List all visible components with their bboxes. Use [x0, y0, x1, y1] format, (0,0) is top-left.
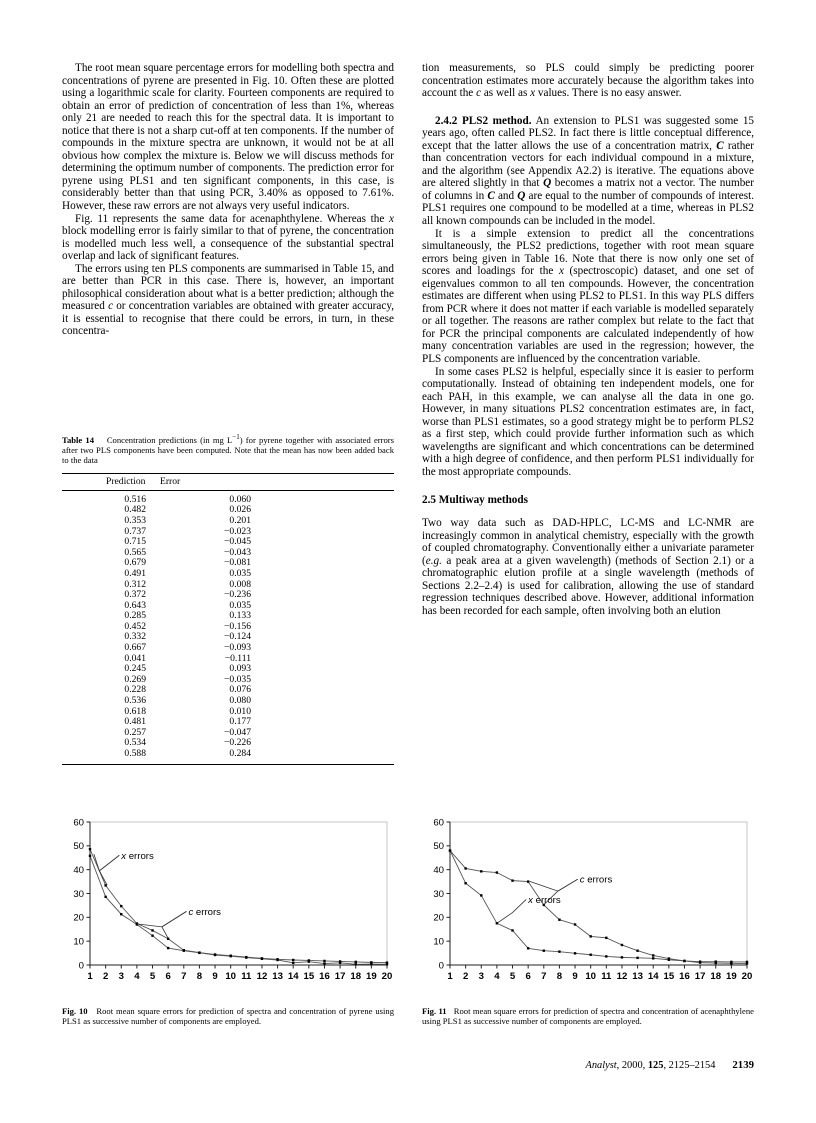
x-tick-label: 8 — [556, 971, 563, 982]
data-point — [229, 955, 231, 957]
cell-spacer — [251, 516, 394, 527]
cell-error: −0.226 — [224, 737, 251, 749]
data-point — [558, 919, 560, 921]
x-tick-label: 15 — [663, 971, 675, 982]
cell-prediction: 0.312 — [124, 578, 146, 590]
x-tick-label: 14 — [647, 971, 659, 982]
cell-prediction: 0.353 — [124, 514, 146, 526]
annotation-label: c errors — [188, 906, 221, 918]
data-point — [198, 952, 200, 954]
x-tick-label: 17 — [694, 971, 706, 982]
data-point — [480, 894, 482, 896]
cell-prediction: 0.285 — [124, 610, 146, 622]
paragraph: The errors using ten PLS components are summarised in Table 15, and are better than PCR in this case. There is, however, an important philosophical consideration about what is a better prediction; although the measured c or concentration variables are obtained with greater accuracy, it is essential to recognise that there could be errors, in turn, in these concentra- — [62, 262, 394, 338]
table14-body — [62, 490, 394, 763]
x-tick-label: 3 — [478, 971, 484, 982]
cell-spacer — [251, 505, 394, 516]
cell-spacer — [251, 558, 394, 569]
cell-error: 0.076 — [229, 684, 251, 696]
table-row — [62, 738, 394, 749]
x-tick-label: 20 — [741, 971, 753, 982]
cell-spacer — [251, 537, 394, 548]
cell-error: −0.156 — [224, 620, 251, 632]
paragraph: tion measurements, so PLS could simply be predicting poorer concentration estimates more accurately because the algorithm takes into account the c as well as x values. There is no easy answer. — [422, 62, 754, 100]
data-point — [308, 960, 310, 962]
data-point — [589, 935, 591, 937]
cell-spacer — [251, 675, 394, 686]
data-point — [120, 913, 122, 915]
cell-prediction: 0.565 — [124, 546, 146, 558]
table-row — [62, 505, 394, 516]
data-point — [120, 905, 122, 907]
cell-error: −0.023 — [224, 525, 251, 537]
cell-prediction: 0.482 — [124, 504, 146, 516]
data-point — [683, 960, 685, 962]
bold-italic-Q: Q — [543, 177, 552, 190]
data-point — [511, 879, 513, 881]
cell-error: −0.111 — [224, 652, 251, 664]
cell-error: −0.047 — [224, 726, 251, 738]
cell-spacer — [251, 527, 394, 538]
cell-spacer — [251, 632, 394, 643]
figure-11-label: Fig. 11 — [422, 1006, 447, 1016]
plot-frame — [90, 822, 387, 965]
cell-spacer — [251, 569, 394, 580]
footer-sep1: , — [616, 1060, 622, 1071]
paragraph-pls2: 2.4.2 PLS2 method. An extension to PLS1 was suggested some 15 years ago, often called PLS2. In fact there is little conceptual difference, except that the latter allows the use of a concentration matrix, C rather than concentration vectors for each individual compound in a mixture, and the algorithm (see Appendix A2.2) is iterative. The equations above are altered slightly in that Q becomes a matrix not a vector. The number of columns in C and Q are equal to the number of compounds of interest. PLS1 requires one compound to be modelled at a time, whereas in PLS2 all known compounds can be included in the model. — [422, 114, 755, 228]
cell-spacer — [251, 707, 394, 718]
cell-prediction: 0.588 — [124, 748, 146, 759]
page-footer — [422, 1059, 754, 1071]
cell-spacer — [251, 643, 394, 654]
x-tick-label: 17 — [334, 971, 346, 982]
paragraph-text: In some cases PLS2 is helpful, especially since it is easier to perform computationally. Instead of obtaining ten independent models, one for each PAH, in this example, we can analyse all the data in one go. However, in many situations PLS2 concentration estimates are, in fact, worse than PLS1 estimates, so a good strategy might be to perform PLS2 as a first step, which could provide further information such as which wavelengths are significant and which concentrations can be determined with a high degree of confidence, and then perform PLS1 individually for the most appropriate compounds. — [422, 365, 754, 478]
figure-10 — [62, 812, 394, 997]
column-header-error: Error — [146, 473, 251, 490]
cell-spacer — [251, 749, 394, 764]
data-point — [511, 929, 513, 931]
table-row — [62, 590, 394, 601]
x-tick-label: 20 — [381, 971, 393, 982]
cell-error: 0.284 — [229, 748, 251, 759]
table14-container — [62, 432, 394, 765]
table-row — [62, 696, 394, 707]
x-tick-label: 8 — [196, 971, 203, 982]
table-row — [62, 654, 394, 665]
figure-10-caption — [62, 1006, 394, 1027]
data-point — [89, 848, 91, 850]
cell-spacer — [251, 664, 394, 675]
y-tick-label: 20 — [433, 912, 444, 924]
cell-prediction: 0.491 — [124, 567, 146, 579]
cell-error: −0.081 — [224, 557, 251, 569]
y-tick-label: 0 — [438, 960, 444, 972]
y-tick-label: 40 — [433, 865, 444, 877]
x-tick-label: 18 — [350, 971, 362, 982]
data-point — [276, 959, 278, 961]
data-point — [496, 871, 498, 873]
x-tick-label: 7 — [541, 971, 547, 982]
cell-spacer — [251, 654, 394, 665]
data-point — [543, 950, 545, 952]
data-point — [464, 882, 466, 884]
table14-head — [62, 473, 394, 490]
cell-error: −0.035 — [224, 673, 251, 685]
data-point — [668, 959, 670, 961]
cell-spacer — [251, 490, 394, 505]
data-point — [449, 849, 451, 851]
table-row — [62, 569, 394, 580]
y-tick-label: 40 — [73, 865, 84, 877]
y-tick-label: 50 — [73, 841, 84, 853]
cell-prediction: 0.481 — [124, 716, 146, 728]
data-point — [730, 962, 732, 964]
cell-prediction: 0.667 — [124, 642, 146, 654]
series-line-0 — [450, 851, 747, 962]
figure-10-caption-text: Root mean square errors for prediction of spectra and concentration of pyrene using PLS1 as successive number of components are employed. — [62, 1006, 394, 1027]
x-tick-label: 12 — [256, 971, 268, 982]
data-point — [746, 962, 748, 964]
annotation-label: x errors — [528, 894, 561, 906]
data-point — [480, 870, 482, 872]
footer-sep2: , — [642, 1060, 648, 1071]
data-point — [214, 954, 216, 956]
cell-error: −0.045 — [224, 536, 251, 548]
data-point — [621, 944, 623, 946]
annotation-leader — [162, 911, 187, 938]
journal-pages: 2125–2154 — [668, 1060, 716, 1071]
figure-11-plot — [422, 812, 754, 997]
cell-spacer — [251, 548, 394, 559]
cell-prediction: 0.452 — [124, 620, 146, 632]
data-point — [636, 950, 638, 952]
y-tick-label: 20 — [73, 912, 84, 924]
italic-eg: e.g. — [425, 554, 442, 567]
cell-spacer — [251, 696, 394, 707]
y-tick-label: 30 — [433, 888, 444, 900]
cell-prediction: 0.534 — [124, 737, 146, 749]
data-point — [261, 958, 263, 960]
cell-spacer — [251, 590, 394, 601]
cell-error: 0.010 — [229, 705, 251, 717]
x-tick-label: 10 — [585, 971, 597, 982]
figure-10-plot — [62, 812, 394, 997]
cell-error: 0.008 — [229, 578, 251, 590]
footer-sep3: , — [663, 1060, 669, 1071]
cell-error: −0.124 — [224, 631, 251, 643]
figure-10-label: Fig. 10 — [62, 1006, 88, 1016]
annotation-0 — [120, 851, 154, 862]
x-tick-label: 11 — [241, 971, 252, 982]
cell-prediction: 0.041 — [124, 652, 146, 664]
data-point — [589, 954, 591, 956]
figure-11-caption — [422, 1006, 754, 1027]
cell-error: 0.035 — [229, 599, 251, 611]
cell-prediction: 0.269 — [124, 673, 146, 685]
data-point — [527, 947, 529, 949]
cell-error: −0.093 — [224, 642, 251, 654]
data-point — [370, 963, 372, 965]
annotation-leader — [530, 879, 578, 891]
x-tick-label: 6 — [165, 971, 171, 982]
data-point — [323, 962, 325, 964]
series-line-0 — [90, 849, 387, 962]
table-row — [62, 685, 394, 696]
paragraph-text: The root mean square percentage errors for modelling both spectra and concentrations of pyrene are presented in Fig. 10. Often these are plotted using a logarithmic scale for clarity. Fourteen components are required to obtain an error of prediction of concentration of less than 1%, whereas only 21 are needed to reach this for the spectral data. It is important to notice that there is not a sharp cut-off at ten components. If the number of compounds in the mixture spectra are unknown, it would not be at all obvious how complex the mixture is. Below we will discuss methods for determining the optimum number of components. The prediction error for pyrene using PLS1 and ten significant components, in this case, is considerably better than that using PCR, 3.40% as opposed to 7.61%. However, these raw errors are not always very useful indicators. — [62, 62, 394, 213]
bold-italic-C: C — [716, 139, 724, 152]
data-point — [699, 961, 701, 963]
x-tick-label: 2 — [462, 971, 469, 982]
y-tick-label: 10 — [73, 936, 84, 948]
cell-error: 0.201 — [229, 514, 251, 526]
italic-c: c — [108, 300, 114, 313]
paragraph: Fig. 11 represents the same data for acenaphthylene. Whereas the x block modelling error is fairly similar to that of pyrene, the concentration is modelled much less well, a consequence of the substantial spectral overlap and lack of significant features. — [62, 212, 394, 263]
x-tick-label: 3 — [118, 971, 124, 982]
annotation-1 — [188, 907, 221, 918]
left-column — [62, 62, 394, 338]
x-tick-label: 4 — [494, 971, 500, 982]
journal-name: Analyst — [585, 1060, 617, 1071]
data-point — [652, 957, 654, 959]
cell-prediction: 0.516 — [124, 493, 146, 505]
cell-prediction: 0.228 — [124, 684, 146, 696]
column-header-prediction: Prediction — [62, 473, 146, 490]
subsection-title: PLS2 method. — [461, 114, 532, 127]
cell-spacer — [251, 611, 394, 622]
section-gap-bottom — [422, 506, 754, 517]
table14 — [62, 473, 394, 764]
x-tick-label: 5 — [149, 971, 156, 982]
table-row — [62, 601, 394, 612]
paragraph: Two way data such as DAD-HPLC, LC-MS and LC-NMR are increasingly common in analytical chemistry, especially with the growth of coupled chromatography. Conventionally either a univariate parameter (e.g. a peak area at a given wavelength) (methods of Section 2.1) or a chromatographic elution profile at a single wavelength (methods of Sections 2.2–2.4) is used for calibration, allowing the use of standard regression techniques described above. However, additional information has been recorded for each sample, often involving both an elution — [422, 517, 754, 617]
data-point — [605, 937, 607, 939]
cell-prediction: 0.245 — [124, 663, 146, 675]
x-tick-label: 7 — [181, 971, 187, 982]
y-tick-label: 60 — [73, 817, 84, 829]
data-point — [151, 929, 153, 931]
page-number: 2139 — [732, 1059, 754, 1071]
cell-prediction: 0.643 — [124, 599, 146, 611]
data-point — [464, 867, 466, 869]
x-tick-label: 16 — [679, 971, 690, 982]
data-point — [527, 880, 529, 882]
table14-caption: Table 14 Concentration predictions (in mg $L^{-1}$) for pyrene together with associated errors after two PLS components have been computed. Note that the mean has now been added back to the data — [62, 433, 394, 466]
cell-prediction: 0.737 — [124, 525, 146, 537]
cell-error: 0.035 — [229, 567, 251, 579]
plot-frame — [450, 822, 747, 965]
annotation-label: x errors — [121, 850, 154, 862]
x-tick-label: 9 — [572, 971, 578, 982]
x-tick-label: 2 — [102, 971, 109, 982]
data-point — [339, 962, 341, 964]
x-tick-label: 15 — [303, 971, 315, 982]
journal-volume: 125 — [647, 1060, 664, 1071]
series-line-1 — [450, 851, 747, 964]
cell-error: 0.093 — [229, 663, 251, 675]
data-point — [167, 947, 169, 949]
data-point — [292, 962, 294, 964]
table-row — [62, 516, 394, 527]
annotation-leader — [138, 911, 187, 926]
data-point — [245, 956, 247, 958]
cell-spacer — [251, 685, 394, 696]
cell-prediction: 0.679 — [124, 557, 146, 569]
x-tick-label: 19 — [366, 971, 377, 982]
x-tick-label: 13 — [632, 971, 643, 982]
y-tick-label: 10 — [433, 936, 444, 948]
table14-label: Table 14 — [62, 434, 95, 445]
x-tick-label: 5 — [509, 971, 516, 982]
cell-prediction: 0.332 — [124, 631, 146, 643]
x-tick-label: 9 — [212, 971, 218, 982]
annotation-leader — [498, 899, 526, 922]
table-row — [62, 490, 394, 505]
journal-year: 2000 — [621, 1060, 643, 1071]
cell-error: 0.080 — [229, 695, 251, 707]
cell-spacer — [251, 717, 394, 728]
table-row — [62, 675, 394, 686]
cell-prediction: 0.715 — [124, 536, 146, 548]
cell-spacer — [251, 738, 394, 749]
table-row — [62, 749, 394, 764]
y-tick-label: 30 — [73, 888, 84, 900]
data-point — [151, 934, 153, 936]
bold-italic-C: C — [487, 189, 495, 202]
data-point — [558, 950, 560, 952]
section-gap-top — [422, 479, 754, 494]
italic-x: x — [389, 212, 394, 225]
cell-error: −0.043 — [224, 546, 251, 558]
column-header-spacer — [251, 473, 394, 490]
x-tick-label: 1 — [87, 971, 93, 982]
data-point — [652, 954, 654, 956]
section-heading-multiway: 2.5 Multiway methods — [422, 493, 528, 506]
subsection-number: 2.4.2 — [435, 114, 458, 127]
data-point — [386, 963, 388, 965]
paragraph — [62, 62, 394, 213]
table-row — [62, 558, 394, 569]
annotation-leader — [99, 855, 119, 885]
x-tick-label: 11 — [601, 971, 612, 982]
y-tick-label: 0 — [78, 960, 84, 972]
data-point — [104, 896, 106, 898]
paragraph: It is a simple extension to predict all the concentrations simultaneously, the PLS2 predictions, together with root mean square errors being given in Table 16. Note that there is now only one set of scores and loadings for the x (spectroscopic) dataset, and one set of eigenvalues common to all ten compounds. However, the concentration estimates are different when using PLS2 to PLS1. In this way PLS differs from PCR where it does not matter if each variable is modelled separately or all together. The reasons are rather complex but relate to the fact that for PCR the principal components are calculated independently of how many concentration variables are used in the regression; however, the PLS components are influenced by the concentration variable. — [422, 227, 754, 366]
data-point — [183, 950, 185, 952]
paragraph-gap — [422, 100, 754, 115]
x-tick-label: 16 — [319, 971, 330, 982]
cell-error: 0.133 — [229, 610, 251, 622]
cell-prediction: 0.372 — [124, 589, 146, 601]
table-row — [62, 707, 394, 718]
annotation-label: c errors — [579, 874, 613, 886]
x-tick-label: 10 — [225, 971, 237, 982]
data-point — [323, 960, 325, 962]
cell-spacer — [251, 622, 394, 633]
figure-11 — [422, 812, 754, 997]
y-tick-label: 60 — [433, 817, 444, 829]
cell-error: 0.177 — [229, 716, 251, 728]
y-tick-label: 50 — [433, 841, 444, 853]
data-point — [636, 957, 638, 959]
cell-prediction: 0.536 — [124, 695, 146, 707]
series-line-1 — [90, 856, 387, 964]
right-column — [422, 62, 754, 617]
figure-11-caption-text: Root mean square errors for prediction of spectra and concentration of acenaphthylene using PLS1 as successive number of components are employed. — [422, 1006, 754, 1027]
data-point — [715, 962, 717, 964]
bold-italic-Q: Q — [517, 189, 526, 202]
x-tick-label: 18 — [710, 971, 722, 982]
table14-bottom-rule — [62, 764, 394, 765]
annotation-leader — [94, 854, 119, 871]
x-tick-label: 14 — [287, 971, 299, 982]
cell-spacer — [251, 601, 394, 612]
x-tick-label: 6 — [525, 971, 531, 982]
table14-header-row — [62, 473, 394, 490]
italic-x: x — [530, 87, 536, 100]
paragraph — [422, 366, 754, 479]
italic-c: c — [476, 87, 482, 100]
cell-spacer — [251, 728, 394, 739]
x-tick-label: 1 — [447, 971, 453, 982]
cell-error: 0.026 — [229, 504, 251, 516]
cell-error: 0.060 — [229, 493, 251, 505]
cell-error: −0.236 — [224, 589, 251, 601]
data-point — [621, 956, 623, 958]
annotation-0 — [580, 875, 613, 886]
data-point — [89, 855, 91, 857]
x-tick-label: 13 — [272, 971, 283, 982]
data-point — [574, 923, 576, 925]
cell-spacer — [251, 580, 394, 591]
italic-x: x — [558, 265, 564, 278]
x-tick-label: 19 — [726, 971, 737, 982]
cell-prediction: 0.257 — [124, 726, 146, 738]
data-point — [605, 955, 607, 957]
data-point — [355, 963, 357, 965]
cell-prediction: 0.618 — [124, 705, 146, 717]
x-tick-label: 12 — [616, 971, 628, 982]
data-point — [574, 952, 576, 954]
x-tick-label: 4 — [134, 971, 140, 982]
data-point — [355, 961, 357, 963]
data-point — [292, 959, 294, 961]
